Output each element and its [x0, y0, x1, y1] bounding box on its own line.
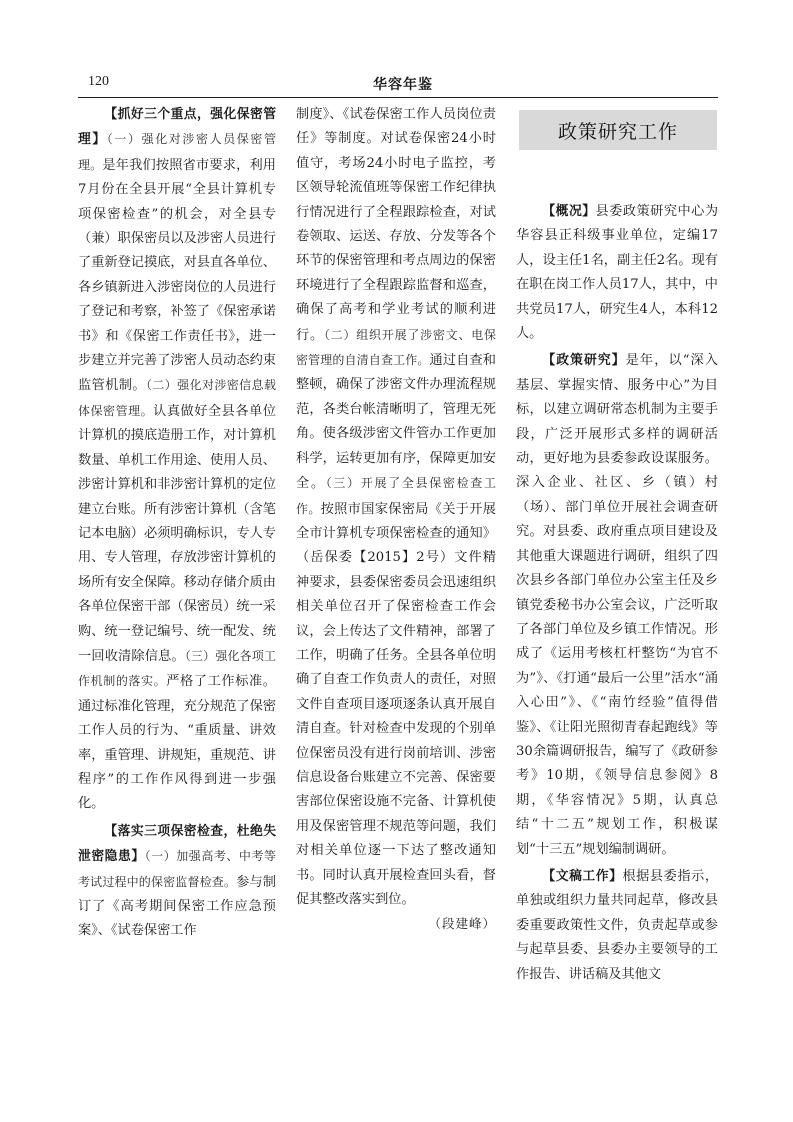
paragraph-text: 参与制订了《高考期间保密工作应急预案》、《试卷保密工作 [78, 874, 276, 939]
paragraph-text: 按照市国家保密局《关于开展全市计算机专项保密检查的通知》（岳保委【2015】2号）文件精神要求，县委保密委员会迅速组织相关单位召开了保密检查工作会议，会上传达了文件精神，部署了工作，明确了任务。全县各单位明确了自查工作负责人的责任，对照文件自查项目逐项逐条认真开展自清自查。针对检查中发现的个别单位保密员没有进行岗前培训、涉密信息设备台账建立不完善、保密要害部位保密设施不完备、计算机使用及保密管理不规范等问题，我们对相关单位逐一下达了整改通知书。同时认真开展检查回头看，督促其整改落实到位。 [296, 501, 496, 907]
header-rule [78, 97, 718, 98]
paragraph-lead: 【抓好三个重点，强化保密管理】 [78, 107, 276, 148]
column-right [516, 200, 718, 987]
author-credit: （段建峰） [428, 916, 496, 932]
book-title: 华容年鉴 [373, 77, 433, 93]
paragraph-lead: 【落实三项保密检查，杜绝失泄密隐患】 [78, 823, 276, 865]
column-left [78, 103, 276, 944]
section-title-box [519, 110, 717, 150]
subheading: （二）组织开展了涉密文、电保密管理的自清自查工作。 [296, 327, 497, 368]
section-title: 政策研究工作 [557, 120, 678, 143]
column-middle [296, 103, 496, 937]
subheading: （二）强化对涉密信息载体保密管理。 [78, 378, 276, 418]
subheading: （一）加强高考、中考等考试过程中的保密监督检查。 [78, 849, 276, 889]
paragraph-text: 是年我们按照省市要求，利用7月份在全县开展“全县计算机专项保密检查”的机会，对全县专（兼）职保密员以及涉密人员进行了重新登记摸底，对县直各单位、各乡镇新进入涉密岗位的人员进行了登记和考察，补签了《保密承诺书》和《保密工作责任书》，进一步建立并完善了涉密人员动态约束监管机制。 [78, 157, 276, 394]
subheading: （一）强化对涉密人员保密管理。 [78, 132, 276, 172]
page-number: 120 [88, 74, 109, 89]
paragraph-lead: 【文稿工作】 [542, 868, 623, 884]
page-header [88, 74, 718, 96]
paragraph-secrecy-management [78, 103, 276, 817]
subheading: （三）开展了全县保密检查工作。 [296, 476, 496, 516]
paragraph-policy-research [516, 349, 718, 862]
paragraph-text: 根据县委指示，单独或组织力量共同起草，修改县委重要政策性文件，负责起草或参与起草县委、县委办主要领导的工作报告、讲话稿及其他文 [516, 868, 719, 982]
paragraph-text: 通过自查和整顿，确保了涉密文件办理流程规范，各类台帐清晰明了，管理无死角。使各级涉密文件管办工作更加科学，运转更加有序，保障更加安全。 [296, 353, 496, 492]
paragraph-text: 是年，以“深入基层、掌握实情、服务中心”为目标，以建立调研常态机制为主要手段，广泛开展形式多样的调研活动，更好地为县委参政设谋服务。深入企业、社区、乡（镇）村（场）、部门单位开展社会调查研究。对县委、政府重点项目建设及其他重大课题进行调研，组织了四次县乡各部门单位办公室主任及乡镇党委秘书办公室会议，广泛听取了各部门单位及乡镇工作情况。形成了《运用考核杠杆整饬“为官不为”》、《打通“最后一公里”活水“涌入心田”》、《“南竹经验”值得借鉴》、《让阳光照彻青春起跑线》等30余篇调研报告，编写了《政研参考》10期，《领导信息参阅》8期，《华容情况》5期，认真总结“十二五”规划工作，积极谋划“十三五”规划编制调研。 [516, 353, 718, 857]
paragraph-continued [296, 103, 496, 912]
paragraph-overview [516, 200, 718, 346]
paragraph-text: 制度》、《试卷保密工作人员岗位责任》等制度。对试卷保密24小时值守，考场24小时电子监控，考区领导轮流值班等保密工作纪律执行情况进行了全程跟踪检查，对试卷领取、运送、存放、分发等各个环节的保密管理和考点周边的保密环境进行了全程跟踪监督和巡查，确保了高考和学业考试的顺利进行。 [296, 107, 496, 343]
paragraph-text: 认真做好全县各单位计算机的摸底造册工作，对计算机数量、单机工作用途、使用人员、涉密计算机和非涉密计算机的定位建立台账。所有涉密计算机（含笔记本电脑）必须明确标识，专人专用、专人管理，存放涉密计算机的场所有安全保障。移动存储介质由各单位保密干部（保密员）统一采购、统一登记编号、统一配发、统一回收清除信息。 [78, 403, 276, 664]
subheading: （三）强化各项工作机制的落实。 [78, 648, 276, 689]
paragraph-drafting-work [516, 865, 718, 987]
paragraph-text: 县委政策研究中心为华容县正科级事业单位，定编17人，设主任1名，副主任2名。现有在职在岗工作人员17人，其中，中共党员17人，研究生4人，本科12人。 [516, 204, 719, 342]
paragraph-lead: 【概况】 [542, 204, 596, 219]
paragraph-lead: 【政策研究】 [542, 353, 626, 369]
paragraph-secrecy-inspection [78, 820, 276, 944]
paragraph-text: 严格了工作标准。通过标准化管理，充分规范了保密工作人员的行为、“重质量、讲效率，重管理、讲规矩，重规范、讲程序”的工作作风得到进一步强化。 [78, 674, 276, 812]
